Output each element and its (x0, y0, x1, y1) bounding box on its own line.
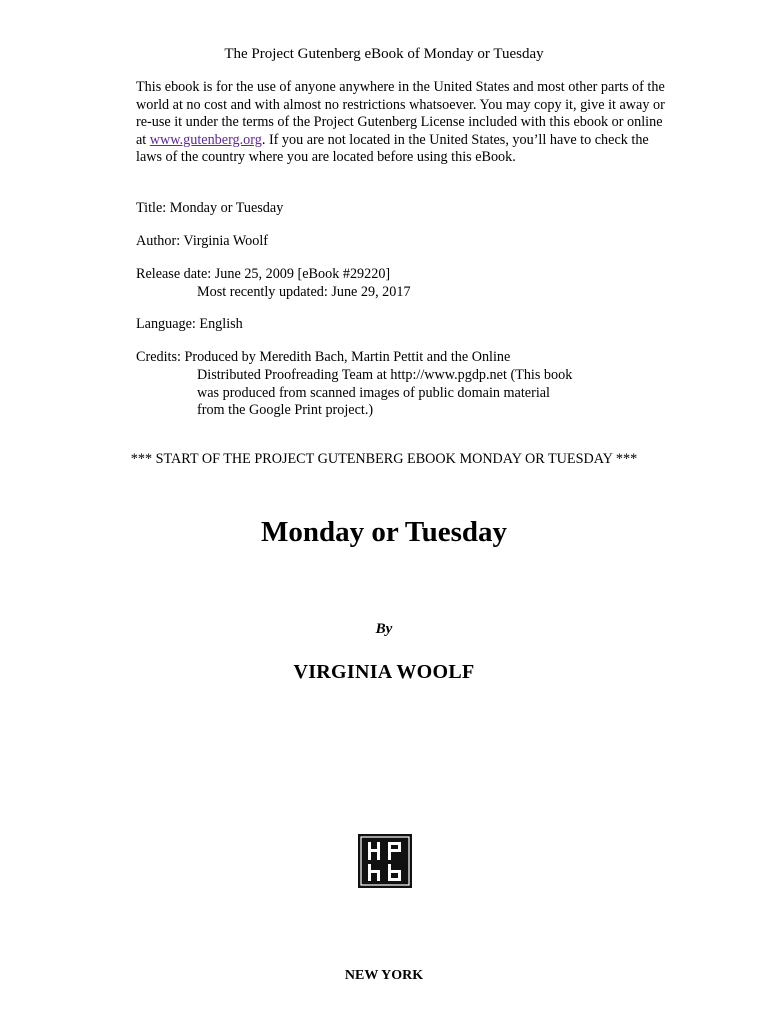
meta-title: Title: Monday or Tuesday (136, 200, 284, 216)
license-text-end: . If you are not located in the United States, you’ll have to check the laws of the country where you are located before using this eBook. (136, 131, 649, 166)
meta-release-date: Release date: June 25, 2009 [eBook #29220] (136, 266, 391, 282)
hogarth-press-mark-icon (358, 834, 412, 888)
gutenberg-link[interactable]: www.gutenberg.org (149, 131, 262, 148)
meta-updated-date: Most recently updated: June 29, 2017 (197, 284, 411, 300)
meta-language: Language: English (136, 316, 243, 332)
meta-credits: Credits: Produced by Meredith Bach, Martin Pettit and the Online (136, 349, 511, 365)
book-title: Monday or Tuesday (260, 516, 508, 548)
document-header-title: The Project Gutenberg eBook of Monday or Tuesday (224, 46, 544, 62)
meta-credits-continued: Distributed Proofreading Team at http://www.pgdp.net (This book was produced from scanned images of public domain material from the Google Print project.) (197, 367, 573, 419)
license-text-start: This ebook is for the use of anyone anywhere in the United States and most other parts of the world at no cost and with almost no restrictions whatsoever. You may copy it, give it away or re-use it under the terms of the Project Gutenberg License included with this ebook or online at (136, 79, 665, 148)
by-line: By (375, 621, 393, 637)
start-of-ebook-banner: *** START OF THE PROJECT GUTENBERG EBOOK MONDAY OR TUESDAY *** (130, 451, 638, 467)
publication-place: NEW YORK (344, 968, 424, 983)
license-paragraph (136, 79, 666, 167)
meta-author: Author: Virginia Woolf (136, 233, 268, 249)
book-author: VIRGINIA WOOLF (293, 661, 475, 683)
